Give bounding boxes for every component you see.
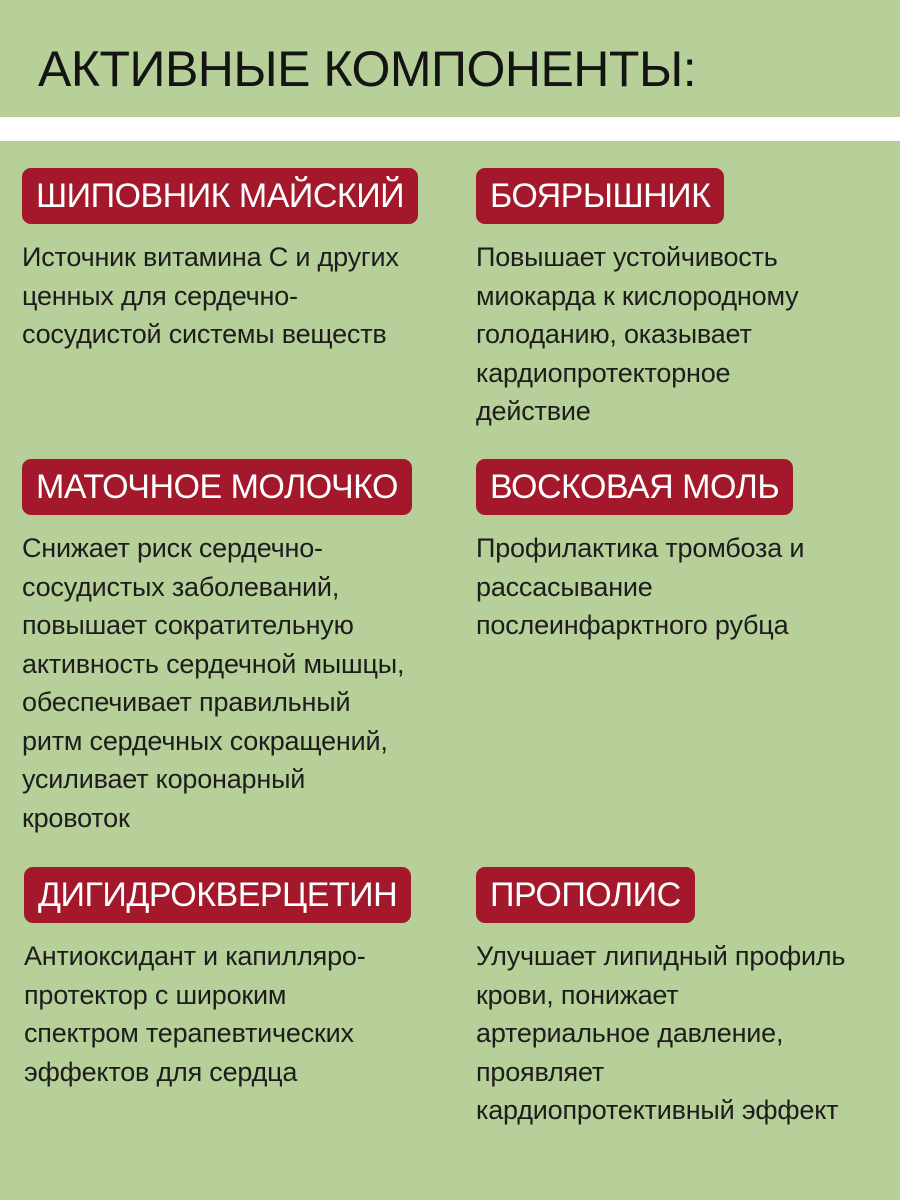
component-name-badge: ВОСКОВАЯ МОЛЬ: [476, 459, 793, 515]
component-name-badge: ПРОПОЛИС: [476, 867, 695, 923]
component-description: Снижает риск сердечно- сосудистых заболеваний, повышает сократительную активность сердечной мышцы, обеспечивает правильный ритм сердечных сокращений, усиливает коронарный кровоток: [22, 533, 405, 833]
page-title: АКТИВНЫЕ КОМПОНЕНТЫ:: [38, 41, 697, 97]
component-name-badge: ШИПОВНИК МАЙСКИЙ: [22, 168, 418, 224]
component-name-badge: ДИГИДРОКВЕРЦЕТИН: [24, 867, 411, 923]
component-rosehip: [22, 168, 418, 354]
component-name-badge: МАТОЧНОЕ МОЛОЧКО: [22, 459, 412, 515]
component-name-badge: БОЯРЫШНИК: [476, 168, 724, 224]
component-royal-jelly: [22, 459, 412, 837]
component-description: Источник витамина С и других ценных для сердечно- сосудистой системы веществ: [22, 242, 399, 349]
component-description: Повышает устойчивость миокарда к кислородному голоданию, оказывает кардиопротекторное действие: [476, 242, 799, 426]
divider: [0, 117, 900, 141]
component-description: Улучшает липидный профиль крови, понижает артериальное давление, проявляет кардиопротективный эффект: [476, 941, 846, 1125]
component-dihydroquercetin: [24, 867, 411, 1091]
component-description: Профилактика тромбоза и рассасывание послеинфарктного рубца: [476, 533, 805, 640]
component-propolis: [476, 867, 845, 1130]
component-description: Антиоксидант и капилляро- протектор с широким спектром терапевтических эффектов для сердца: [24, 941, 366, 1087]
component-hawthorn: [476, 168, 798, 431]
component-wax-moth: [476, 459, 804, 645]
